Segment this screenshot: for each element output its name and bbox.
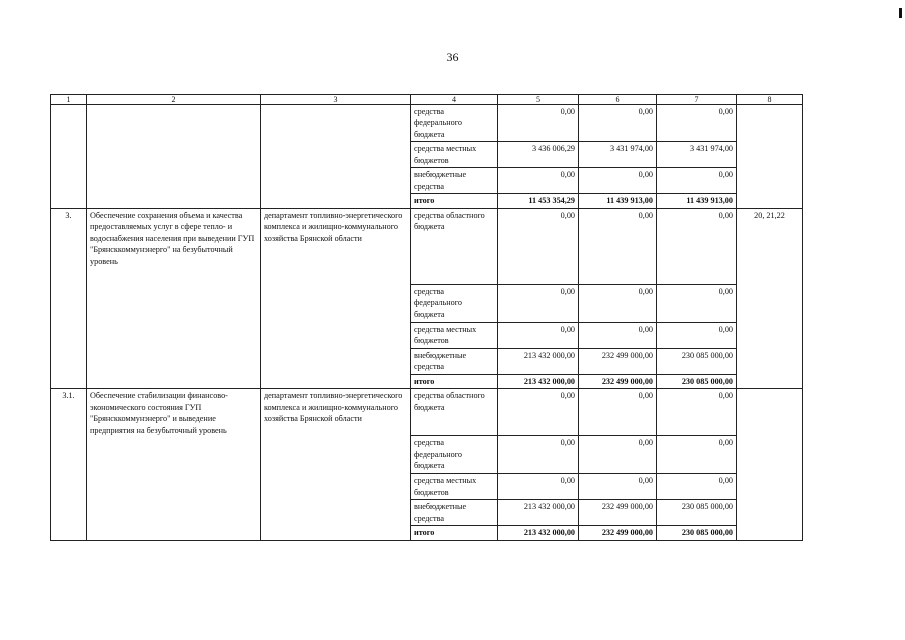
funding-source: итого xyxy=(411,194,498,208)
table-row xyxy=(51,208,803,284)
table-row xyxy=(51,389,803,436)
funding-source: средства федерального бюджета xyxy=(411,436,498,474)
amount-col6: 11 439 913,00 xyxy=(579,194,657,208)
amount-col5: 0,00 xyxy=(498,284,579,322)
amount-col5: 0,00 xyxy=(498,168,579,194)
amount-col6: 3 431 974,00 xyxy=(579,142,657,168)
amount-col7: 0,00 xyxy=(657,284,737,322)
funding-source: итого xyxy=(411,374,498,388)
amount-col6: 0,00 xyxy=(579,436,657,474)
scan-edge-mark xyxy=(899,8,902,18)
amount-col7: 0,00 xyxy=(657,168,737,194)
amount-col7: 230 085 000,00 xyxy=(657,348,737,374)
amount-col7: 0,00 xyxy=(657,436,737,474)
amount-col7: 0,00 xyxy=(657,208,737,284)
amount-col6: 0,00 xyxy=(579,105,657,142)
amount-col6: 0,00 xyxy=(579,168,657,194)
funding-source: внебюджетные средства xyxy=(411,500,498,526)
amount-col5: 0,00 xyxy=(498,436,579,474)
amount-col7: 230 085 000,00 xyxy=(657,526,737,540)
page-number: 36 xyxy=(446,50,459,64)
funding-source: внебюджетные средства xyxy=(411,168,498,194)
column-header: 3 xyxy=(261,95,411,105)
amount-col6: 0,00 xyxy=(579,389,657,436)
funding-source: средства федерального бюджета xyxy=(411,105,498,142)
item-number xyxy=(51,105,87,209)
indicator-reference xyxy=(737,105,803,209)
amount-col5: 213 432 000,00 xyxy=(498,348,579,374)
amount-col7: 0,00 xyxy=(657,389,737,436)
indicator-reference: 20, 21,22 xyxy=(737,208,803,388)
funding-source: средства местных бюджетов xyxy=(411,142,498,168)
amount-col5: 0,00 xyxy=(498,389,579,436)
budget-table xyxy=(50,94,803,541)
column-header: 4 xyxy=(411,95,498,105)
responsible-executor xyxy=(261,105,411,209)
funding-source: итого xyxy=(411,526,498,540)
measure-description: Обеспечение сохранения объема и качества предоставляемых услуг в сфере тепло- и водоснабжения населения при выведении ГУП "Брянсккоммунэнерго" на безубыточный уровень xyxy=(87,208,261,388)
measure-description xyxy=(87,105,261,209)
amount-col6: 232 499 000,00 xyxy=(579,526,657,540)
column-header: 5 xyxy=(498,95,579,105)
amount-col7: 230 085 000,00 xyxy=(657,374,737,388)
indicator-reference xyxy=(737,389,803,540)
amount-col5: 11 453 354,29 xyxy=(498,194,579,208)
amount-col5: 213 432 000,00 xyxy=(498,526,579,540)
amount-col5: 213 432 000,00 xyxy=(498,500,579,526)
amount-col7: 0,00 xyxy=(657,322,737,348)
responsible-executor: департамент топливно-энергетического комплекса и жилищно-коммунального хозяйства Брянской области xyxy=(261,389,411,540)
measure-description: Обеспечение стабилизации финансово-экономического состояния ГУП "Брянсккоммунэнерго" и выведение предприятия на безубыточный уровень xyxy=(87,389,261,540)
amount-col5: 213 432 000,00 xyxy=(498,374,579,388)
amount-col6: 232 499 000,00 xyxy=(579,500,657,526)
funding-source: внебюджетные средства xyxy=(411,348,498,374)
column-number-row xyxy=(51,95,803,105)
amount-col7: 0,00 xyxy=(657,474,737,500)
item-number: 3.1. xyxy=(51,389,87,540)
funding-source: средства местных бюджетов xyxy=(411,322,498,348)
item-number: 3. xyxy=(51,208,87,388)
amount-col6: 0,00 xyxy=(579,322,657,348)
column-header: 7 xyxy=(657,95,737,105)
amount-col5: 0,00 xyxy=(498,208,579,284)
funding-source: средства областного бюджета xyxy=(411,389,498,436)
amount-col6: 0,00 xyxy=(579,284,657,322)
funding-source: средства местных бюджетов xyxy=(411,474,498,500)
column-header: 8 xyxy=(737,95,803,105)
amount-col7: 3 431 974,00 xyxy=(657,142,737,168)
column-header: 2 xyxy=(87,95,261,105)
column-header: 1 xyxy=(51,95,87,105)
amount-col5: 0,00 xyxy=(498,105,579,142)
funding-source: средства областного бюджета xyxy=(411,208,498,284)
column-header: 6 xyxy=(579,95,657,105)
amount-col5: 0,00 xyxy=(498,474,579,500)
responsible-executor: департамент топливно-энергетического комплекса и жилищно-коммунального хозяйства Брянской области xyxy=(261,208,411,388)
table-row xyxy=(51,105,803,142)
funding-source: средства федерального бюджета xyxy=(411,284,498,322)
amount-col7: 11 439 913,00 xyxy=(657,194,737,208)
amount-col6: 232 499 000,00 xyxy=(579,374,657,388)
amount-col7: 230 085 000,00 xyxy=(657,500,737,526)
amount-col6: 0,00 xyxy=(579,474,657,500)
amount-col5: 0,00 xyxy=(498,322,579,348)
amount-col6: 0,00 xyxy=(579,208,657,284)
amount-col7: 0,00 xyxy=(657,105,737,142)
amount-col5: 3 436 006,29 xyxy=(498,142,579,168)
amount-col6: 232 499 000,00 xyxy=(579,348,657,374)
